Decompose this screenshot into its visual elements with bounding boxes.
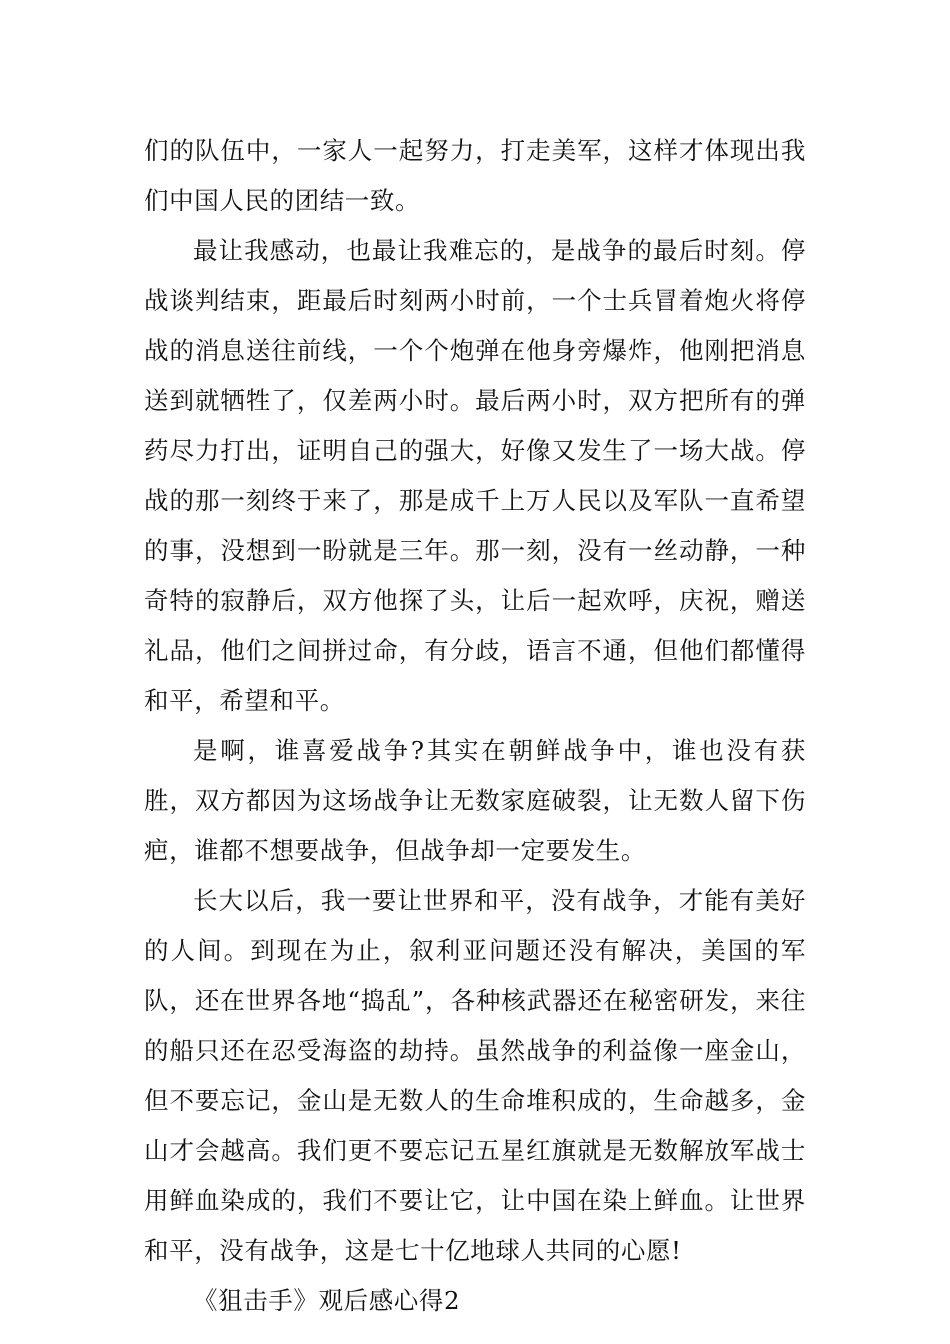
paragraph-world-peace: 长大以后，我一要让世界和平，没有战争，才能有美好的人间。到现在为止，叙利亚问题还没有解决，美国的军队，还在世界各地“捣乱”，各种核武器还在秘密研发，来往的船只还在忍受海盗的劫持。虽然战争的利益像一座金山，但不要忘记，金山是无数人的生命堆积成的，生命越多，金山才会越高。我们更不要忘记五星红旗就是无数解放军战士用鲜血染成的，我们不要让它，让中国在染上鲜血。让世界和平，没有战争，这是七十亿地球人共同的心愿!: [144, 886, 806, 1265]
paragraph-final-moment: 最让我感动，也最让我难忘的，是战争的最后时刻。停战谈判结束，距最后时刻两小时前，一个士兵冒着炮火将停战的消息送往前线，一个个炮弹在他身旁爆炸，他刚把消息送到就牺牲了，仅差两小时。最后两小时，双方把所有的弹药尽力打出，证明自己的强大，好像又发生了一场大战。停战的那一刻终于来了，那是成千上万人民以及军队一直希望的事，没想到一盼就是三年。那一刻，没有一丝动静，一种奇特的寂静后，双方他探了头，让后一起欢呼，庆祝，赠送礼品，他们之间拼过命，有分歧，语言不通，但他们都懂得和平，希望和平。: [144, 236, 806, 715]
section-heading: 《狙击手》观后感心得2: [193, 1286, 461, 1315]
paragraph-continuation: 们的队伍中，一家人一起努力，打走美军，这样才体现出我们中国人民的团结一致。: [144, 136, 806, 215]
paragraph-who-loves-war: 是啊，谁喜爱战争?其实在朝鲜战争中，谁也没有获胜，双方都因为这场战争让无数家庭破裂，让无数人留下伤疤，谁都不想要战争，但战争却一定要发生。: [144, 736, 806, 865]
document-body: [144, 126, 806, 1326]
